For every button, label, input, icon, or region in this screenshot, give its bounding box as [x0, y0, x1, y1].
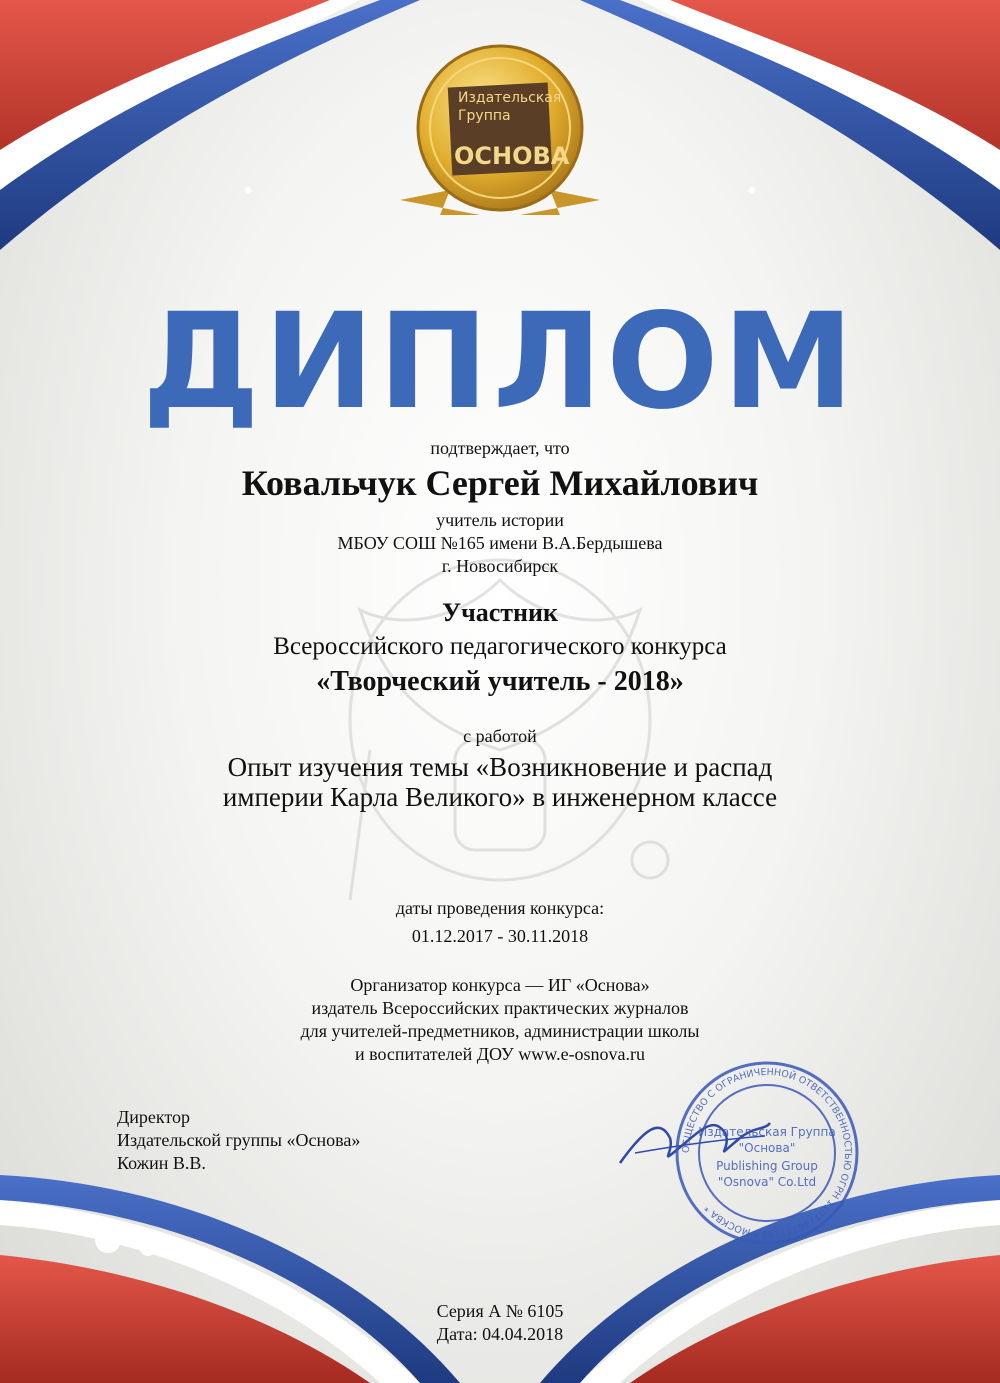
publisher-logo — [380, 40, 620, 240]
organizer-line4: и воспитателей ДОУ www.e-osnova.ru — [354, 1044, 646, 1064]
logo-line2: Группа — [458, 108, 511, 124]
recipient-school: МБОУ СОШ №165 имени В.А.Бердышева — [337, 533, 663, 553]
work-title-line1: Опыт изучения темы «Возникновение и распад — [227, 752, 773, 782]
director-name: Кожин В.В. — [117, 1153, 206, 1173]
organizer-line3: для учителей-предметников, администрации школы — [300, 1021, 700, 1041]
issue-date: Дата: 04.04.2018 — [436, 1324, 564, 1344]
stamp-line4: "Osnova" Co.Ltd — [717, 1175, 817, 1189]
coat-of-arms-watermark — [280, 520, 720, 920]
contest-name: «Творческий учитель - 2018» — [316, 666, 684, 697]
stamp-line1: Издательская Группа — [698, 1125, 836, 1139]
recipient-position: учитель истории — [436, 510, 564, 530]
logo-brand: ОСНОВА — [454, 142, 570, 170]
stamp-line2: "Основа" — [738, 1141, 796, 1155]
dates-value: 01.12.2017 - 30.11.2018 — [411, 926, 589, 946]
director-org: Издательской группы «Основа» — [117, 1130, 361, 1150]
participant-status: Участник — [442, 598, 558, 627]
serial-block — [0, 1300, 1000, 1346]
director-block — [117, 1106, 360, 1175]
dates-label: даты проведения конкурса: — [395, 898, 605, 918]
organizer-line2: издатель Всероссийских практических журналов — [311, 998, 689, 1018]
stamp-ring-text: ОБЩЕСТВО С ОГРАНИЧЕННОЙ ОТВЕТСТВЕННОСТЬЮ ОГРН 1107746741190 * МОСКВА * — [680, 1066, 854, 1240]
director-role: Директор — [117, 1107, 191, 1127]
stamp-line3: Publishing Group — [716, 1159, 818, 1173]
with-work-label: с работой — [463, 726, 537, 746]
organization-stamp — [672, 1058, 862, 1248]
work-title-line2: империи Карла Великого» в инженерном классе — [222, 782, 778, 812]
organizer-line1: Организатор конкурса — ИГ «Основа» — [350, 975, 650, 995]
recipient-name: Ковальчук Сергей Михайлович — [241, 463, 759, 503]
confirms-text: подтверждает, что — [430, 438, 570, 458]
logo-line1: Издательская — [458, 90, 562, 106]
contest-type: Всероссийского педагогического конкурса — [273, 633, 727, 660]
series-number: Серия А № 6105 — [436, 1301, 564, 1321]
diploma-title: ДИПЛОМ — [142, 285, 858, 439]
recipient-city: г. Новосибирск — [441, 556, 559, 576]
